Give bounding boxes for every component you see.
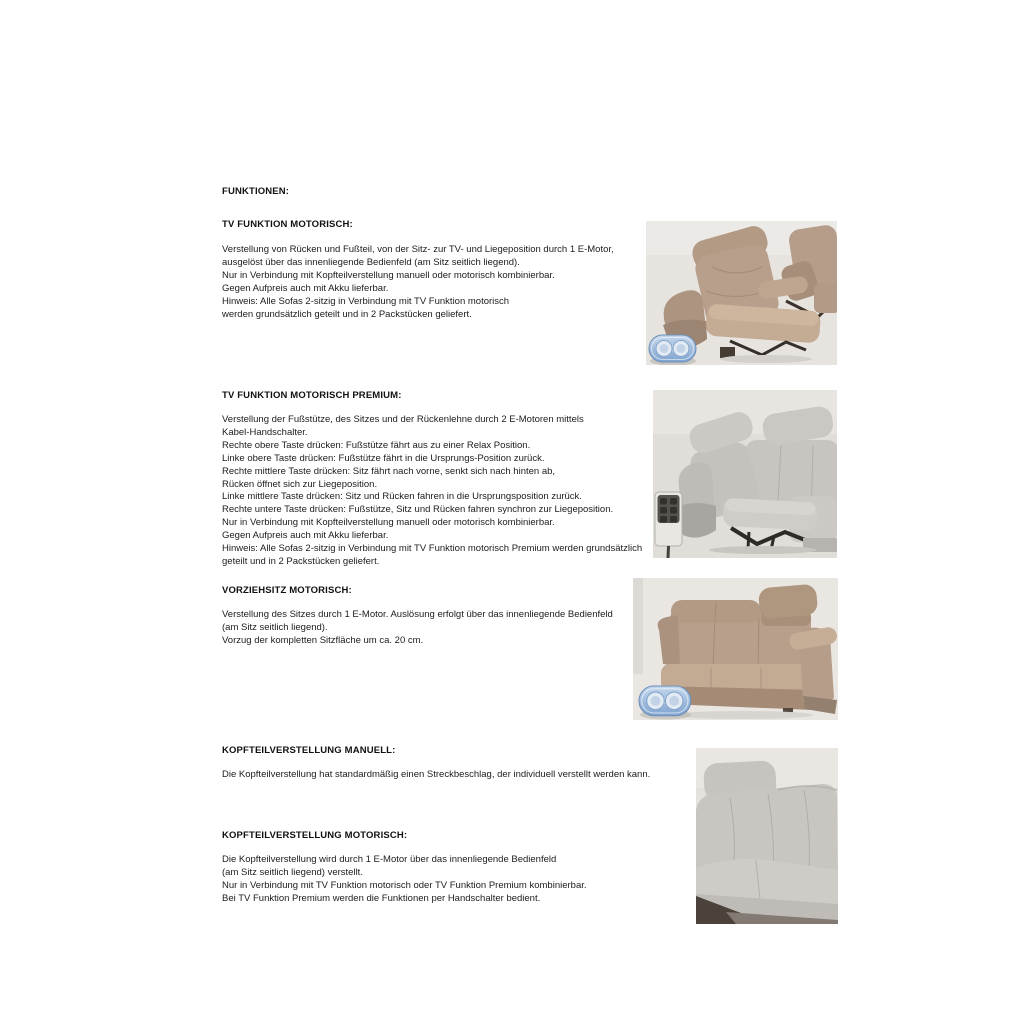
- section-body-tv-funktion-motorisch: [222, 244, 614, 321]
- text-line: Gegen Aufpreis auch mit Akku lieferbar.: [222, 282, 389, 294]
- sofa-recliner-illustration: [646, 221, 837, 365]
- text-line: Vorzug der kompletten Sitzfläche um ca. 20 cm.: [222, 634, 424, 646]
- section-heading-kopfteilverstellung-motorisch: KOPFTEILVERSTELLUNG MOTORISCH:: [222, 830, 408, 841]
- two-button-remote-icon: [649, 335, 696, 365]
- text-line: Hinweis: Alle Sofas 2-sitzig in Verbindung mit TV Funktion motorisch Premium werden grundsätzlich: [222, 543, 643, 555]
- photo-tv-funktion-motorisch-premium: [653, 390, 837, 558]
- page-title: FUNKTIONEN:: [222, 186, 290, 197]
- text-line: Nur in Verbindung mit TV Funktion motorisch oder TV Funktion Premium kombinierbar.: [222, 879, 587, 891]
- photo-vorziehsitz-motorisch: [633, 578, 838, 720]
- text-line: ausgelöst über das innenliegende Bedienfeld (am Sitz seitlich liegend).: [222, 256, 520, 268]
- section-heading-vorziehsitz-motorisch: VORZIEHSITZ MOTORISCH:: [222, 585, 352, 596]
- text-line: Verstellung des Sitzes durch 1 E-Motor. Auslösung erfolgt über das innenliegende Bedienfeld: [222, 609, 613, 620]
- text-line: geteilt und in 2 Packstücken geliefert.: [222, 555, 380, 567]
- two-button-remote-icon: [639, 686, 691, 720]
- text-line: Bei TV Funktion Premium werden die Funktionen per Handschalter bedient.: [222, 892, 541, 904]
- text-line: Gegen Aufpreis auch mit Akku lieferbar.: [222, 530, 389, 542]
- sofa-three-seater-illustration: [633, 578, 838, 720]
- section-heading-kopfteilverstellung-manuell: KOPFTEILVERSTELLUNG MANUELL:: [222, 745, 396, 756]
- text-line: (am Sitz seitlich liegend) verstellt.: [222, 866, 363, 878]
- text-line: Hinweis: Alle Sofas 2-sitzig in Verbindung mit TV Funktion motorisch: [222, 295, 510, 307]
- section-body-kopfteilverstellung-manuell: [222, 769, 650, 782]
- text-line: Nur in Verbindung mit Kopfteilverstellung manuell oder motorisch kombinierbar.: [222, 269, 555, 281]
- text-line: Nur in Verbindung mit Kopfteilverstellung manuell oder motorisch kombinierbar.: [222, 517, 555, 529]
- section-heading-tv-funktion-motorisch: TV FUNKTION MOTORISCH:: [222, 219, 353, 230]
- text-line: Verstellung der Fußstütze, des Sitzes und der Rückenlehne durch 2 E-Motoren mittels: [222, 414, 584, 425]
- text-line: Linke obere Taste drücken: Fußstütze fährt in die Ursprungs-Position zurück.: [222, 452, 545, 464]
- text-line: Verstellung von Rücken und Fußteil, von der Sitz- zur TV- und Liegeposition durch 1 E-Motor,: [222, 244, 614, 255]
- text-line: Rechte untere Taste drücken: Fußstütze, Sitz und Rücken fahren synchron zur Liegeposition.: [222, 504, 614, 516]
- photo-tv-funktion-motorisch: [646, 221, 837, 365]
- text-line: Rechte mittlere Taste drücken: Sitz fährt nach vorne, senkt sich nach hinten ab,: [222, 465, 556, 477]
- section-body-tv-funktion-motorisch-premium: [222, 414, 642, 569]
- text-line: Linke mittlere Taste drücken: Sitz und Rücken fahren in die Ursprungsposition zurück.: [222, 491, 582, 503]
- text-line: Die Kopfteilverstellung hat standardmäßig einen Streckbeschlag, der individuell verstellt werden kann.: [222, 769, 651, 780]
- text-line: (am Sitz seitlich liegend).: [222, 621, 328, 633]
- text-line: Rechte obere Taste drücken: Fußstütze fährt aus zu einer Relax Position.: [222, 439, 531, 451]
- text-line: werden grundsätzlich geteilt und in 2 Packstücken geliefert.: [222, 308, 472, 320]
- grey-sofa-closeup: [696, 760, 838, 924]
- section-body-vorziehsitz-motorisch: [222, 609, 613, 648]
- sofa-premium-illustration: [653, 390, 837, 558]
- text-line: Rücken öffnet sich zur Liegeposition.: [222, 478, 378, 490]
- sofa-headrest-closeup-illustration: [696, 748, 838, 924]
- section-heading-tv-funktion-motorisch-premium: TV FUNKTION MOTORISCH PREMIUM:: [222, 390, 402, 401]
- text-line: Kabel-Handschalter.: [222, 426, 308, 438]
- section-body-kopfteilverstellung-motorisch: [222, 854, 587, 906]
- photo-kopfteilverstellung: [696, 748, 838, 924]
- text-line: Die Kopfteilverstellung wird durch 1 E-Motor über das innenliegende Bedienfeld: [222, 854, 557, 865]
